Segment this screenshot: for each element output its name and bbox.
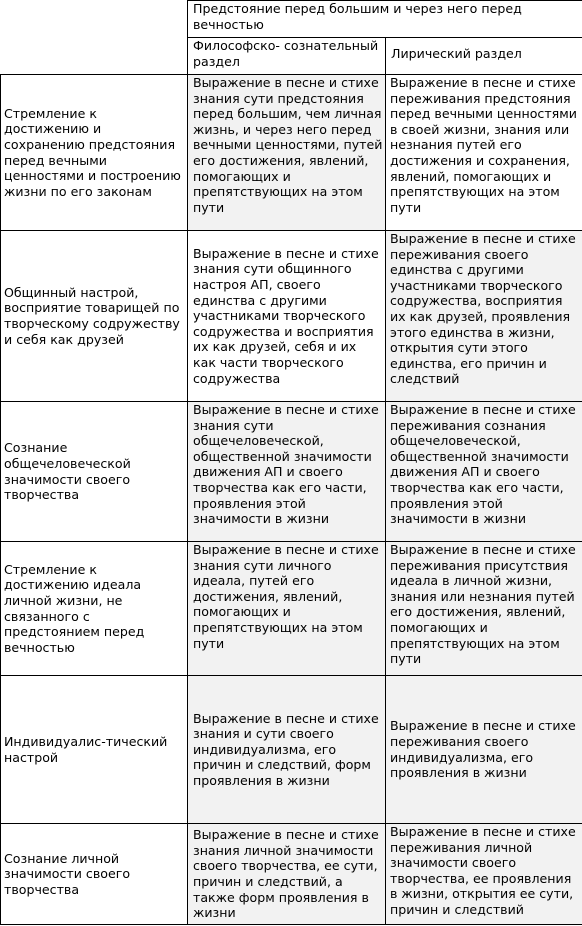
philosophical-cell: Выражение в песне и стихе знания сути личного идеала, путей его достижения, явлений, помогающих и препятствующих на этом пути [188, 542, 386, 676]
table-row [1, 676, 582, 824]
row-label: Общинный настрой, восприятие товарищей по творческому содружеству и себя как друзей [1, 231, 188, 402]
lyrical-cell: Выражение в песне и стихе переживания присутствия идеала в личной жизни, знания или незнания путей его достижения, явлений, помогающих и препятствующих на этом пути [386, 542, 582, 676]
lyrical-cell: Выражение в песне и стихе переживания личной значимости своего творчества, ее проявления в жизни, открытия ее сути, причин и следствий [386, 824, 582, 925]
row-label: Сознание общечеловеческой значимости своего творчества [1, 402, 188, 542]
lyrical-cell: Выражение в песне и стихе переживания предстояния перед вечными ценностями в своей жизни, знания или незнания путей его достижения и сохранения, явлений, помогающих и препятствующих на этом пути [386, 75, 582, 231]
philosophical-cell: Выражение в песне и стихе знания сути предстояния перед большим, чем личная жизнь, и через него перед вечными ценностями, путей его достижения, явлений, помогающих и препятствующих на этом пути [188, 75, 386, 231]
row-label: Стремление к достижению идеала личной жизни, не связанного с предстоянием перед вечностью [1, 542, 188, 676]
row-label: Индивидуалис-тический настрой [1, 676, 188, 824]
table-row [1, 824, 582, 925]
table-row [1, 542, 582, 676]
table-row [1, 402, 582, 542]
header-row-main [1, 1, 582, 38]
header-main: Предстояние перед большим и через него перед вечностью [188, 1, 582, 38]
philosophical-cell: Выражение в песне и стихе знания сути общечеловеческой, общественной значимости движения АП и своего творчества как его части, проявления этой значимости в жизни [188, 402, 386, 542]
header-col-lyrical: Лирический раздел [386, 38, 582, 75]
row-label: Сознание личной значимости своего творчества [1, 824, 188, 925]
table-row [1, 75, 582, 231]
lyrical-cell: Выражение в песне и стихе переживания своего индивидуализма, его проявления в жизни [386, 676, 582, 824]
philosophical-cell: Выражение в песне и стихе знания сути общинного настроя АП, своего единства с другими участниками творческого содружества и восприятия их как друзей, себя и их как части творческого содружества [188, 231, 386, 402]
table-row [1, 231, 582, 402]
header-col-philosophical: Философско- сознательный раздел [188, 38, 386, 75]
lyrical-cell: Выражение в песне и стихе переживания своего единства с другими участниками творческого содружества, восприятия их как друзей, проявления этого единства в жизни, открытия сути этого единства, его причин и следствий [386, 231, 582, 402]
corner-cell [1, 1, 188, 75]
philosophical-cell: Выражение в песне и стихе знания и сути своего индивидуализма, его причин и следствий, форм проявления в жизни [188, 676, 386, 824]
row-label: Стремление к достижению и сохранению предстояния перед вечными ценностями и построению жизни по его законам [1, 75, 188, 231]
philosophical-cell: Выражение в песне и стихе знания личной значимости своего творчества, ее сути, причин и следствий, а также форм проявления в жизни [188, 824, 386, 925]
lyrical-cell: Выражение в песне и стихе переживания сознания общечеловеческой, общественной значимости движения АП и своего творчества как его части, проявления этой значимости в жизни [386, 402, 582, 542]
